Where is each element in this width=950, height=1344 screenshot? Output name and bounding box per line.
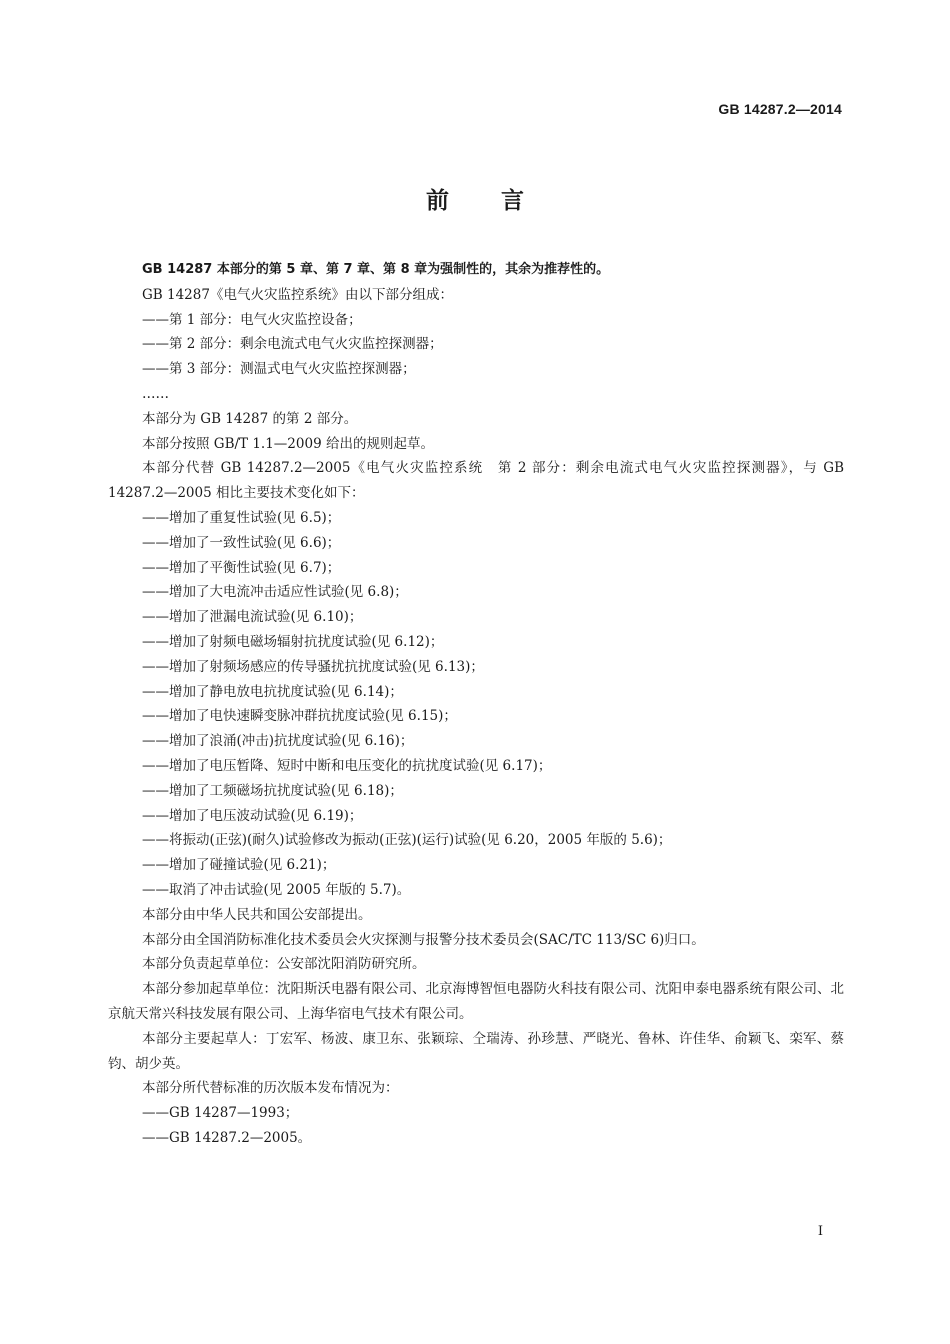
list-item: ——增加了静电放电抗扰度试验(见 6.14)； [142, 683, 403, 700]
list-item: ——增加了一致性试验(见 6.6)； [142, 534, 341, 551]
list-item: ——增加了射频电磁场辐射抗扰度试验(见 6.12)； [142, 633, 444, 650]
paragraph: 本部分由中华人民共和国公安部提出。 [142, 906, 372, 923]
paragraph: 本部分代替 GB 14287.2—2005《电气火灾监控系统 第 2 部分：剩余电流式电气火灾监控探测器》，与 GB 14287.2—2005 相比主要技术变化如下： [108, 460, 844, 502]
list-item: ——增加了重复性试验(见 6.5)； [142, 509, 341, 526]
list-item: ——GB 14287—1993； [142, 1105, 299, 1122]
standard-number: GB 14287.2—2014 [718, 101, 842, 117]
list-item: ——第 2 部分：剩余电流式电气火灾监控探测器； [142, 336, 443, 353]
list-item: ——将振动(正弦)(耐久)试验修改为振动(正弦)(运行)试验(见 6.20，2005 年版的 5.6)； [142, 832, 672, 849]
mandatory-statement: GB 14287 本部分的第 5 章、第 7 章、第 8 章为强制性的，其余为推荐性的。 [142, 262, 610, 277]
list-item: ——第 3 部分：测温式电气火灾监控探测器； [142, 361, 416, 378]
list-item: ——取消了冲击试验(见 2005 年版的 5.7)。 [142, 881, 411, 898]
paragraph: 本部分所代替标准的历次版本发布情况为： [142, 1080, 399, 1097]
list-item: ——增加了浪涌(冲击)抗扰度试验(见 6.16)； [142, 733, 414, 750]
list-item: ——增加了电压暂降、短时中断和电压变化的抗扰度试验(见 6.17)； [142, 757, 552, 774]
paragraph: GB 14287《电气火灾监控系统》由以下部分组成： [142, 286, 453, 303]
list-item: ——GB 14287.2—2005。 [142, 1129, 312, 1146]
list-item: ——增加了工频磁场抗扰度试验(见 6.18)； [142, 782, 403, 799]
paragraph: 本部分按照 GB/T 1.1—2009 给出的规则起草。 [142, 435, 434, 452]
list-item: ——增加了电快速瞬变脉冲群抗扰度试验(见 6.15)； [142, 708, 457, 725]
paragraph: 本部分主要起草人：丁宏军、杨波、康卫东、张颖琮、仝瑞涛、孙珍慧、严晓光、鲁林、许佳华、俞颖飞、栾军、蔡钧、胡少英。 [108, 1030, 844, 1072]
list-item: ——增加了碰撞试验(见 6.21)； [142, 857, 336, 874]
list-item: ——增加了射频场感应的传导骚扰抗扰度试验(见 6.13)； [142, 658, 484, 675]
paragraph: 本部分为 GB 14287 的第 2 部分。 [142, 410, 358, 427]
list-item: ——增加了大电流冲击适应性试验(见 6.8)； [142, 584, 408, 601]
paragraph: 本部分由全国消防标准化技术委员会火灾探测与报警分技术委员会(SAC/TC 113/SC 6)归口。 [142, 931, 705, 948]
list-item: ——第 1 部分：电气火灾监控设备； [142, 311, 362, 328]
page-number: I [817, 1224, 823, 1239]
paragraph: 本部分负责起草单位：公安部沈阳消防研究所。 [142, 956, 426, 973]
foreword-body [108, 258, 844, 1151]
paragraph: 本部分参加起草单位：沈阳斯沃电器有限公司、北京海博智恒电器防火科技有限公司、沈阳申泰电器系统有限公司、北京航天常兴科技发展有限公司、上海华宿电气技术有限公司。 [108, 981, 844, 1022]
list-item: ——增加了平衡性试验(见 6.7)； [142, 559, 341, 576]
ellipsis: …… [142, 385, 169, 402]
page-title: 前言 [426, 188, 576, 214]
list-item: ——增加了泄漏电流试验(见 6.10)； [142, 609, 363, 626]
list-item: ——增加了电压波动试验(见 6.19)； [142, 807, 363, 824]
